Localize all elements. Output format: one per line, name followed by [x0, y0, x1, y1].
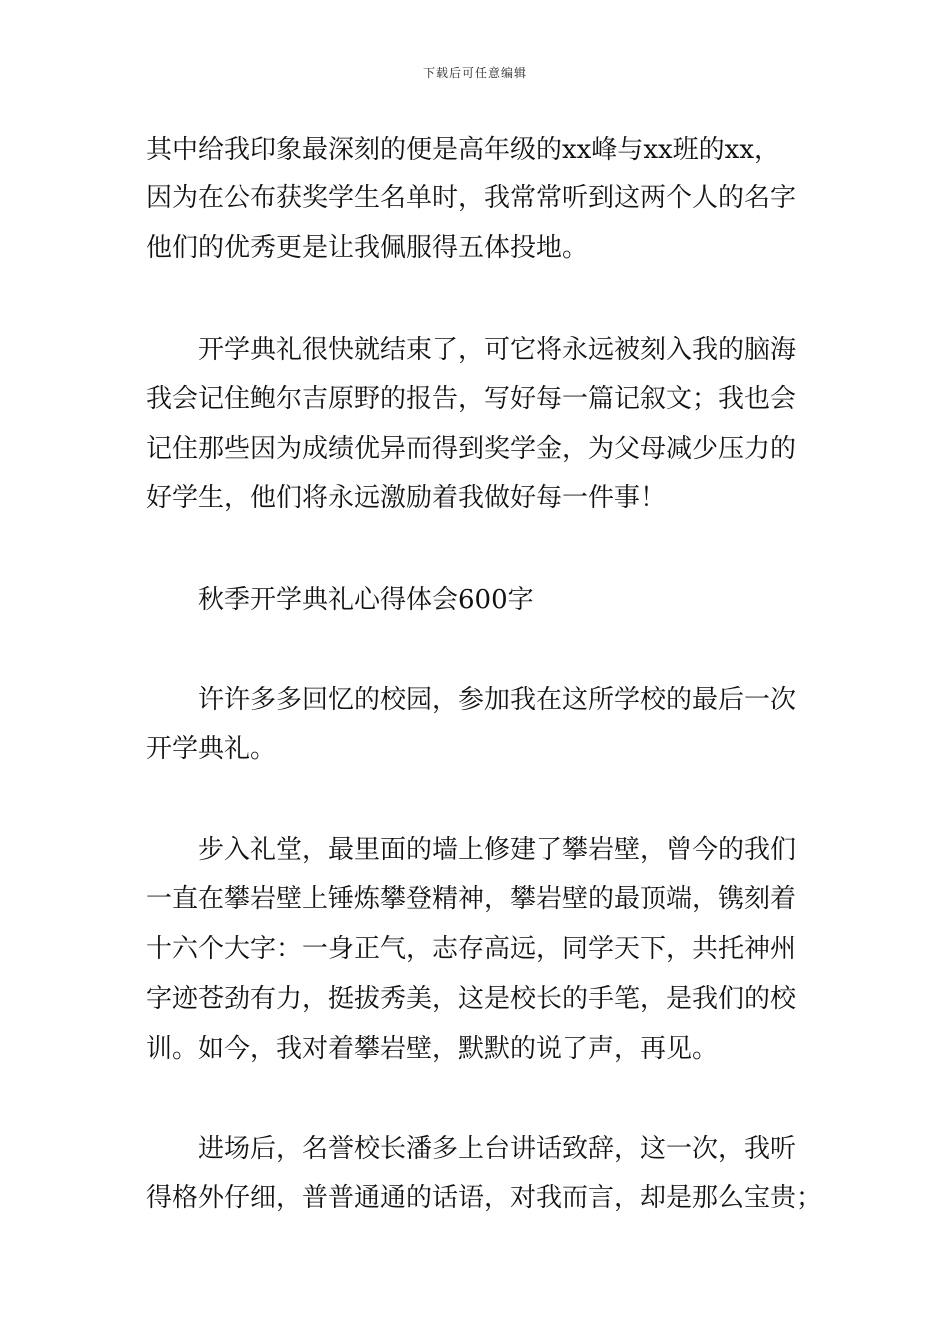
text-line: 记住那些因为成绩优异而得到奖学金，为父母减少压力的	[146, 434, 797, 464]
text-line: 一直在攀岩壁上锤炼攀登精神，攀岩壁的最顶端，镌刻着	[146, 884, 797, 914]
text-line: 开学典礼很快就结束了，可它将永远被刻入我的脑海	[198, 335, 797, 365]
section-heading: 秋季开学典礼心得体会600字	[198, 585, 534, 615]
text-line: 我会记住鲍尔吉原野的报告，写好每一篇记叙文；我也会	[146, 384, 797, 414]
text-line: 开学典礼。	[146, 734, 277, 764]
text-line: 因为在公布获奖学生名单时，我常常听到这两个人的名字	[146, 183, 797, 213]
text-line: 他们的优秀更是让我佩服得五体投地。	[146, 233, 589, 263]
text-line: 得格外仔细，普普通通的话语，对我而言，却是那么宝贵；	[146, 1183, 823, 1213]
page-header: 下载后可任意编辑	[422, 66, 527, 80]
text-line: 十六个大字：一身正气，志存高远，同学天下，共托神州	[146, 934, 797, 964]
text-line: 许许多多回忆的校园，参加我在这所学校的最后一次	[198, 685, 797, 715]
text-line: 进场后，名誉校长潘多上台讲话致辞，这一次，我听	[198, 1134, 797, 1164]
text-line: 其中给我印象最深刻的便是高年级的xx峰与xx班的xx，	[146, 135, 780, 165]
text-line: 字迹苍劲有力，挺拔秀美，这是校长的手笔，是我们的校	[146, 984, 797, 1014]
text-line: 步入礼堂，最里面的墙上修建了攀岩壁，曾今的我们	[198, 835, 797, 865]
text-line: 训。如今，我对着攀岩壁，默默的说了声，再见。	[146, 1034, 719, 1064]
text-line: 好学生，他们将永远激励着我做好每一件事！	[146, 483, 667, 513]
